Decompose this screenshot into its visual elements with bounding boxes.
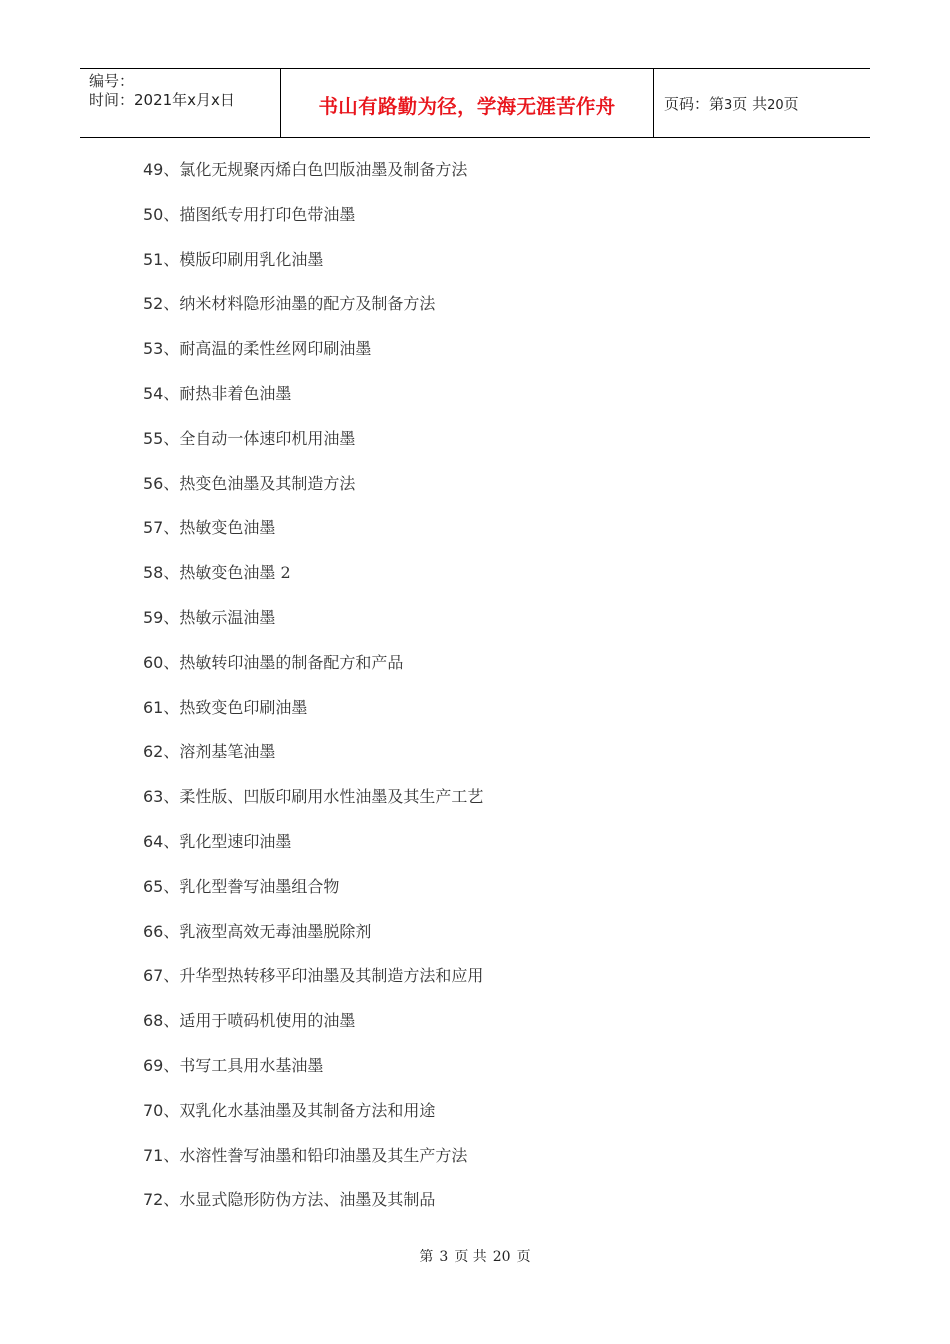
list-item [143, 603, 483, 648]
motto: 书山有路勤为径，学海无涯苦作舟 [318, 95, 616, 118]
item-text: 、描图纸专用打印色带油墨 [163, 204, 356, 224]
item-text: 、水溶性誊写油墨和铅印油墨及其生产方法 [163, 1145, 468, 1165]
item-number: 69 [143, 1055, 164, 1075]
item-number: 67 [143, 966, 164, 986]
page-label: 页码：第 [664, 95, 725, 113]
page-current: 3 [724, 98, 733, 113]
item-number: 68 [143, 1011, 164, 1031]
item-text: 、乳液型高效无毒油墨脱除剂 [163, 921, 372, 941]
footer-total: 20 [492, 1249, 511, 1265]
item-number: 51 [143, 249, 164, 269]
item-text: 、溶剂基笔油墨 [163, 742, 276, 762]
page-mid: 页 共 [732, 95, 768, 113]
list-item [143, 334, 483, 379]
footer-mid: 页 共 [454, 1249, 487, 1265]
item-text: 、乳化型誊写油墨组合物 [163, 876, 340, 896]
item-number: 71 [143, 1145, 164, 1165]
list-item [143, 917, 483, 962]
list-item [143, 693, 483, 738]
item-text: 、书写工具用水基油墨 [163, 1055, 324, 1075]
item-text: 、热敏示温油墨 [163, 607, 276, 627]
item-number: 54 [143, 383, 164, 403]
list-item [143, 961, 483, 1006]
list-item [143, 1096, 483, 1141]
header-meta-cell [80, 69, 281, 137]
item-number: 56 [143, 473, 164, 493]
serial-label: 编号： [89, 72, 135, 90]
item-number: 55 [143, 428, 164, 448]
item-text: 、升华型热转移平印油墨及其制造方法和应用 [163, 966, 484, 986]
item-number: 64 [143, 831, 164, 851]
page-total: 20 [767, 98, 784, 113]
item-number: 72 [143, 1190, 164, 1210]
list-item [143, 1185, 483, 1230]
list-item [143, 513, 483, 558]
item-number: 65 [143, 876, 164, 896]
item-number: 63 [143, 787, 164, 807]
item-text: 、纳米材料隐形油墨的配方及制备方法 [163, 294, 436, 314]
list-item [143, 1006, 483, 1051]
list-item [143, 424, 483, 469]
item-text: 、热敏转印油墨的制备配方和产品 [163, 652, 404, 672]
list-item [143, 200, 483, 245]
item-number: 62 [143, 742, 164, 762]
item-text: 、乳化型速印油墨 [163, 831, 292, 851]
item-number: 57 [143, 518, 164, 538]
item-number: 66 [143, 921, 164, 941]
item-text: 、热敏变色油墨 2 [163, 563, 291, 583]
list-item [143, 245, 483, 290]
list-item [143, 827, 483, 872]
item-text: 、热致变色印刷油墨 [163, 697, 308, 717]
item-text: 、耐高温的柔性丝网印刷油墨 [163, 339, 372, 359]
item-number: 59 [143, 607, 164, 627]
page-header [80, 68, 870, 138]
item-text: 、热敏变色油墨 [163, 518, 276, 538]
list-item [143, 1141, 483, 1186]
list-item [143, 155, 483, 200]
footer-suffix: 页 [516, 1249, 531, 1265]
item-number: 53 [143, 339, 164, 359]
footer-current: 3 [439, 1249, 449, 1265]
item-text: 、水显式隐形防伪方法、油墨及其制品 [163, 1190, 436, 1210]
list-item [143, 648, 483, 693]
page-footer [0, 1246, 950, 1266]
header-page-cell [654, 69, 870, 137]
item-text: 、热变色油墨及其制造方法 [163, 473, 356, 493]
item-text: 、氯化无规聚丙烯白色凹版油墨及制备方法 [163, 160, 468, 179]
item-number: 60 [143, 652, 164, 672]
item-text: 、模版印刷用乳化油墨 [163, 249, 324, 269]
page-end: 页 [783, 95, 799, 113]
list-item [143, 289, 483, 334]
item-text: 、全自动一体速印机用油墨 [163, 428, 356, 448]
item-list [143, 155, 483, 1230]
list-item [143, 469, 483, 514]
item-number: 70 [143, 1100, 164, 1120]
item-text: 、适用于喷码机使用的油墨 [163, 1011, 356, 1031]
list-item [143, 782, 483, 827]
list-item [143, 737, 483, 782]
time-label: 时间：2021年x月x日 [89, 91, 235, 109]
item-number: 52 [143, 294, 164, 314]
header-page-info [664, 93, 799, 114]
header-motto-cell [281, 69, 654, 137]
item-text: 、耐热非着色油墨 [163, 383, 292, 403]
list-item [143, 558, 483, 603]
list-item [143, 872, 483, 917]
list-item [143, 379, 483, 424]
item-text: 、柔性版、凹版印刷用水性油墨及其生产工艺 [163, 787, 484, 807]
item-number: 61 [143, 697, 164, 717]
list-item [143, 1051, 483, 1096]
item-number: 58 [143, 563, 164, 583]
footer-prefix: 第 [419, 1249, 434, 1265]
item-number: 49 [143, 160, 164, 179]
item-text: 、双乳化水基油墨及其制备方法和用途 [163, 1100, 436, 1120]
item-number: 50 [143, 204, 164, 224]
